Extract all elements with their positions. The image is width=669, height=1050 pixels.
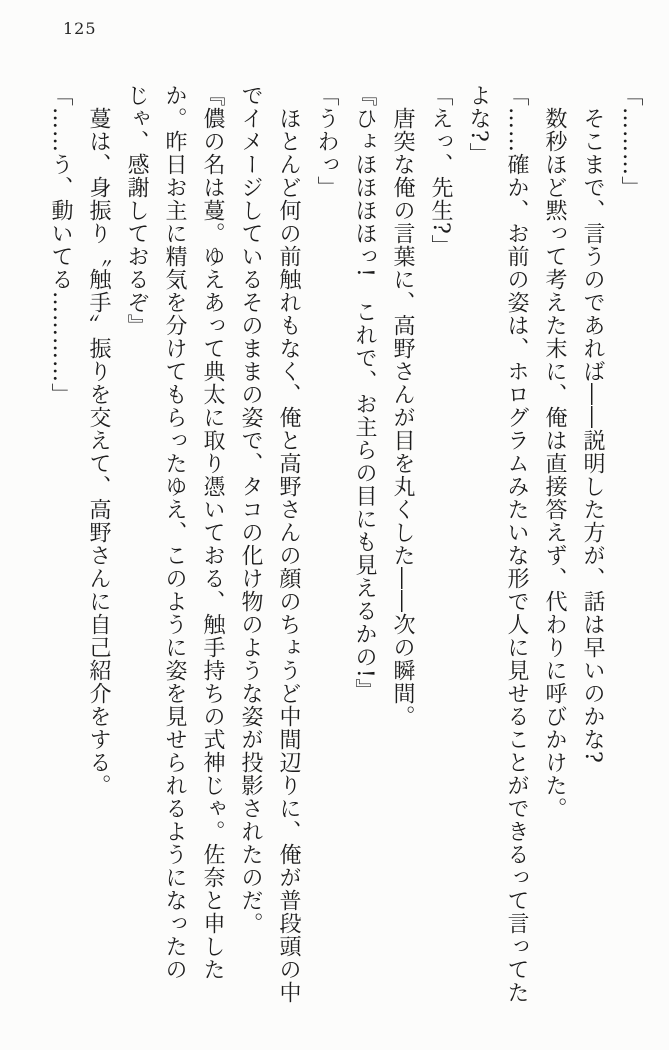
text-line-2: そこまで、言うのであれば――説明した方が、話は早いのかな? [580, 84, 605, 764]
text-line-10: ほとんど何の前触れもなく、俺と高野さんの顔のちょうど中間辺りに、俺が普段頭の中 [276, 84, 301, 1004]
text-line-14: じゃ、感謝しておるぞ』 [124, 84, 149, 337]
text-line-5: よな?」 [466, 84, 491, 166]
text-line-11: でイメージしているそのままの姿で、タコの化け物のような姿が投影されたのだ。 [238, 84, 263, 935]
page-number: 125 [63, 19, 97, 38]
text-line-13: か。昨日お主に精気を分けてもらったゆえ、このように姿を見せられるようになったの [162, 84, 187, 981]
text-line-3: 数秒ほど黙って考えた末に、俺は直接答えず、代わりに呼びかけた。 [542, 84, 567, 820]
text-line-1: 「………」 [618, 84, 643, 199]
text-line-6: 「えっ、先生?」 [428, 84, 453, 258]
text-line-15: 蔓は、身振り〝触手〟振りを交えて、高野さんに自己紹介をする。 [86, 84, 111, 797]
text-line-12: 『儂の名は蔓。ゆえあって典太に取り憑いておる、触手持ちの式神じゃ。佐奈と申した [200, 84, 225, 981]
text-line-9: 「うわっ」 [314, 84, 339, 199]
text-line-16: 「……う、動いてる…………」 [48, 84, 73, 406]
text-line-8: 『ひょほほほほっ! これで、お主らの目にも見えるかの!』 [352, 84, 377, 702]
text-line-7: 唐突な俺の言葉に、高野さんが目を丸くした――次の瞬間。 [390, 84, 415, 728]
text-line-4: 「……確か、お前の姿は、ホログラムみたいな形で人に見せることができるって言ってた [504, 84, 529, 1004]
text-block [41, 84, 649, 1014]
